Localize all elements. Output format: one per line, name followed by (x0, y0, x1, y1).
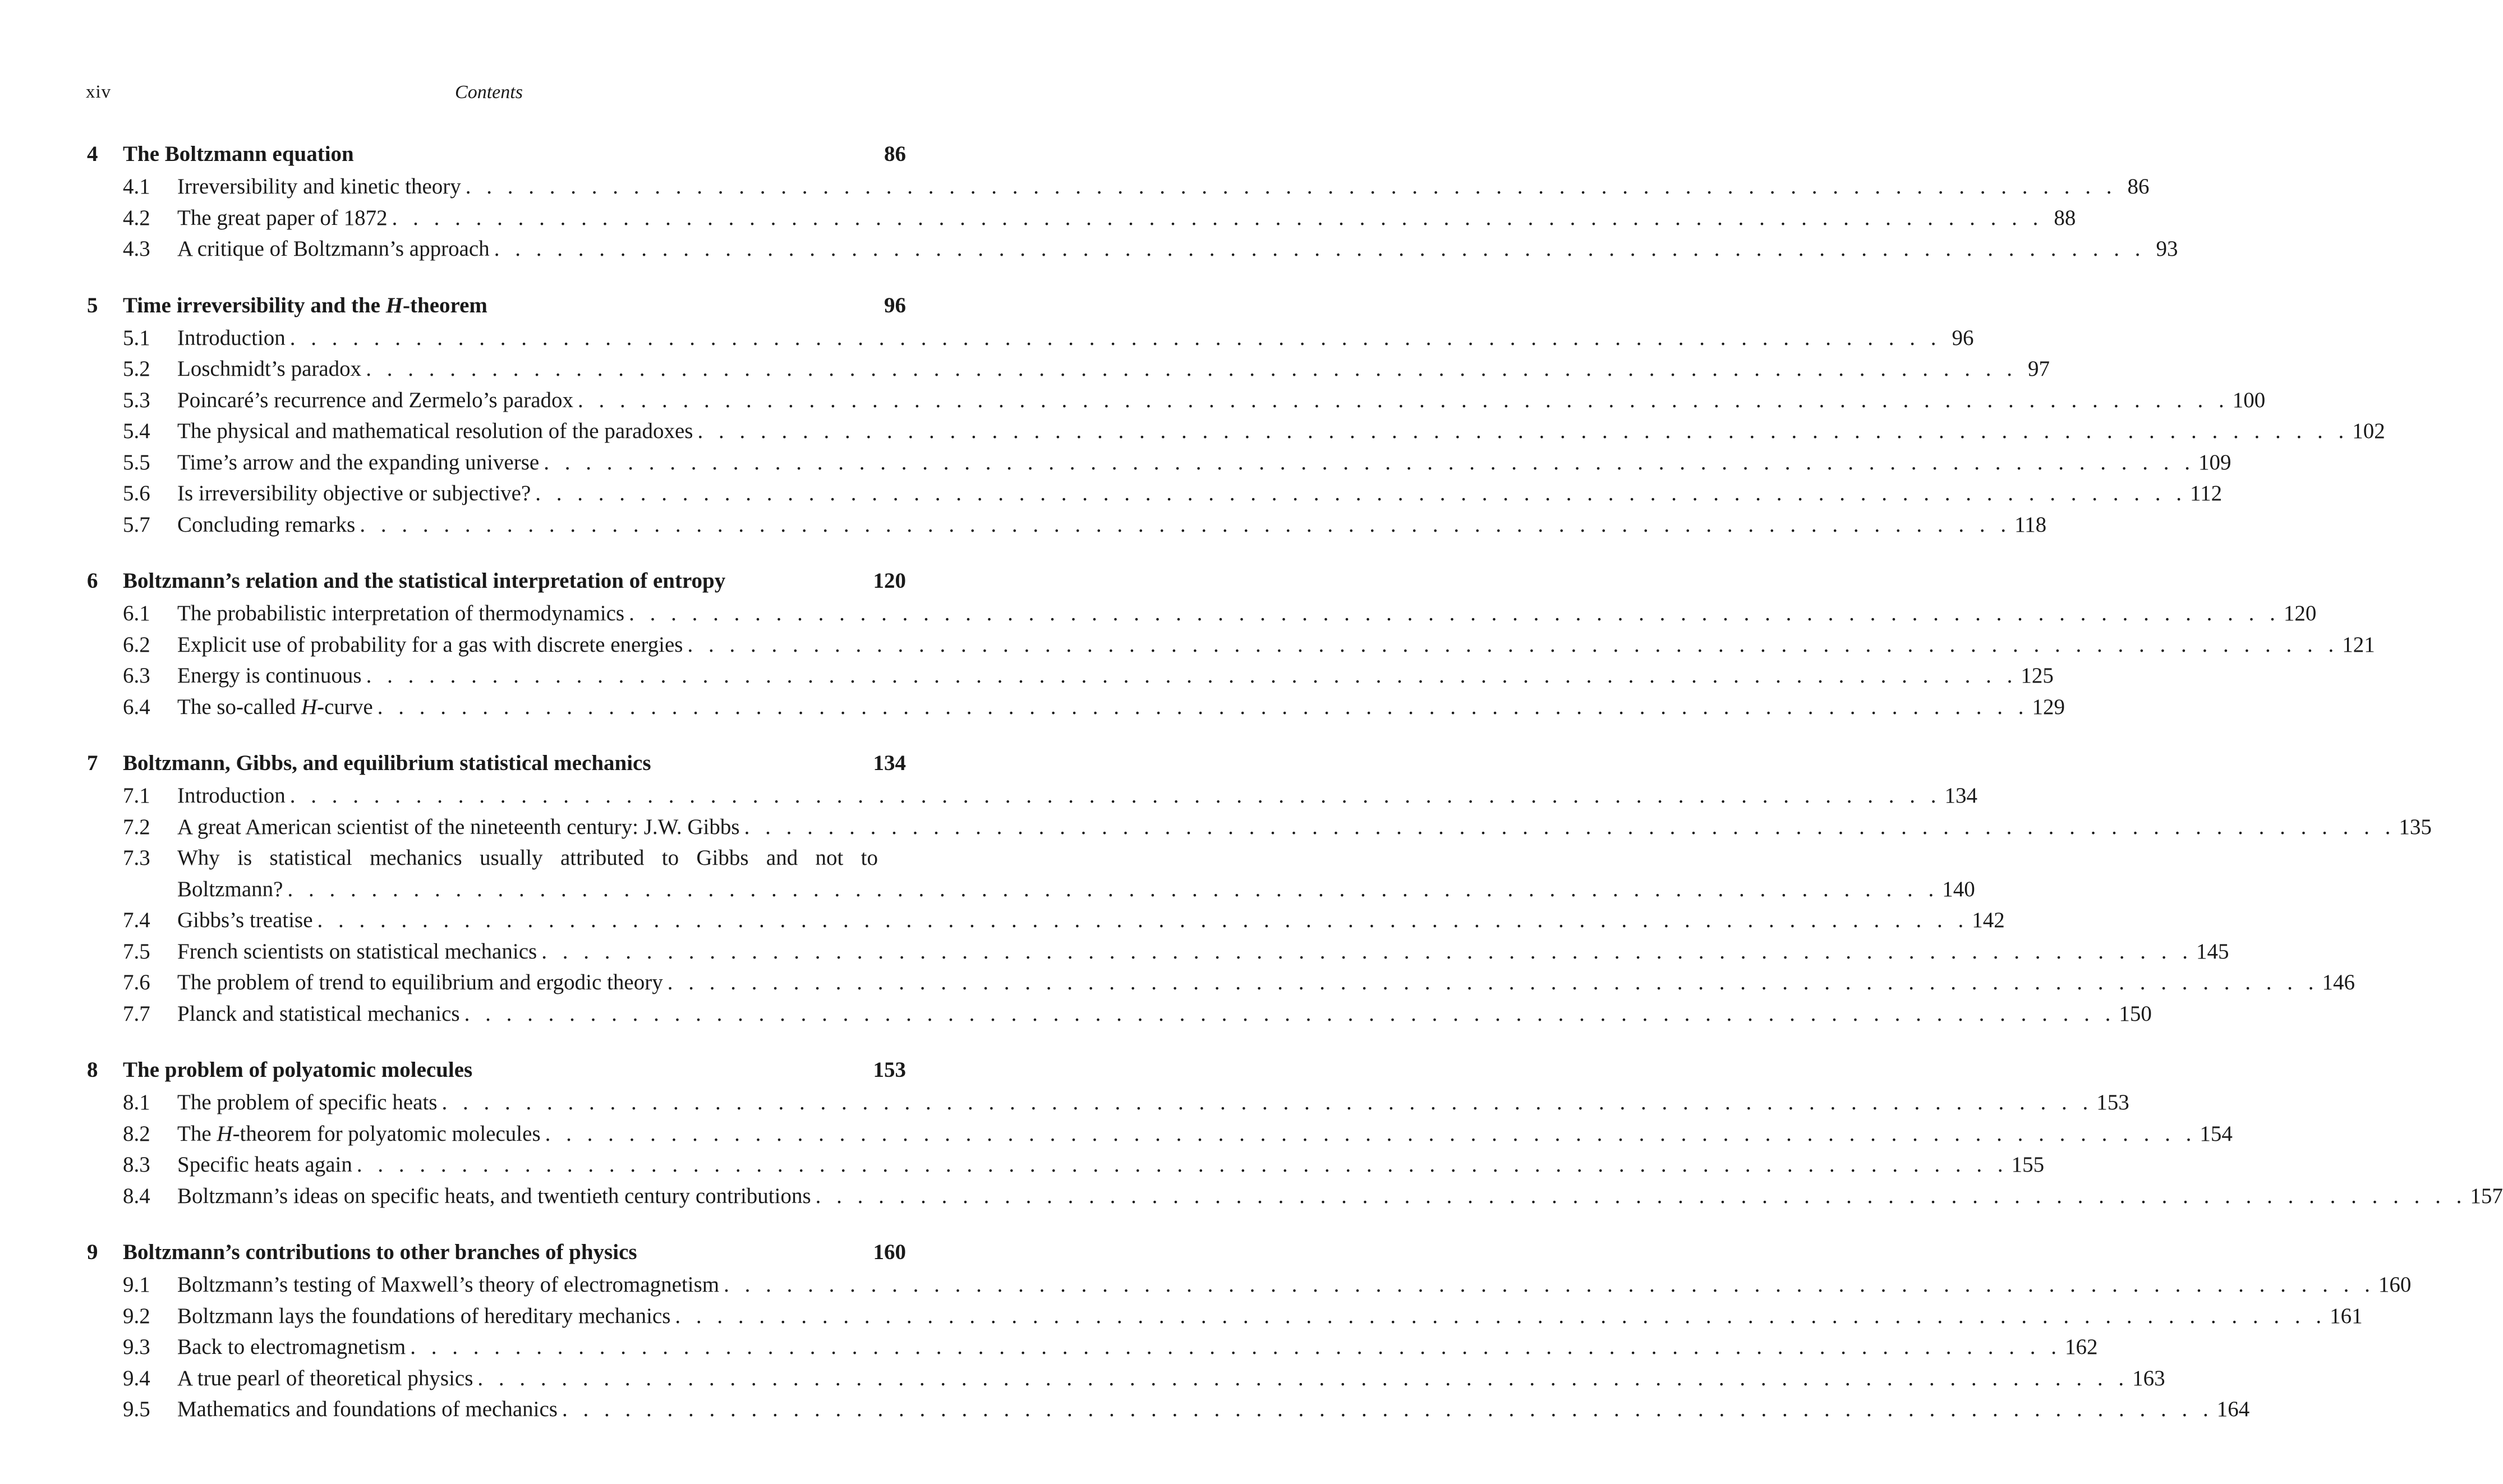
section-title: Introduction (177, 784, 286, 808)
chapter-heading[interactable] (87, 1053, 906, 1087)
running-title: Contents (455, 82, 523, 103)
section-title: Explicit use of probability for a gas with discrete energies (177, 632, 683, 657)
section-page: 140 (1942, 877, 1975, 901)
section-title-continued: Boltzmann? (177, 877, 283, 901)
section-title: Is irreversibility objective or subjective? (177, 481, 531, 505)
section-number: 6.4 (123, 694, 150, 719)
toc-entry[interactable] (123, 1149, 2045, 1181)
section-page: 125 (2021, 663, 2054, 688)
toc-entry[interactable] (123, 1118, 2233, 1150)
toc-entry[interactable] (123, 416, 2385, 447)
section-number: 9.5 (123, 1397, 150, 1421)
section-number: 9.2 (123, 1303, 150, 1328)
section-number: 5.7 (123, 512, 150, 537)
chapter-page: 86 (884, 142, 906, 166)
section-number: 6.3 (123, 663, 150, 688)
section-page: 96 (1952, 325, 1974, 350)
chapter-heading[interactable] (87, 564, 906, 598)
chapter-heading[interactable] (87, 137, 906, 171)
chapter-number: 8 (87, 1058, 98, 1082)
chapter-heading[interactable] (87, 746, 906, 780)
section-title-part: The (177, 1121, 217, 1146)
chapter-9 (87, 1236, 2412, 1425)
toc-entry[interactable] (123, 1181, 2503, 1212)
section-page: 146 (2322, 970, 2355, 994)
page-header (0, 82, 978, 110)
toc-entry[interactable] (123, 998, 2152, 1030)
toc-entry[interactable] (123, 233, 2178, 265)
leader-dots: . . . . . . . . . . . . . . . . . . . . . . . . . . . . . . . . . . . . . . . . . . . . . . . . . . . . . . . . . . . . . . . . . . . . . . . . . . . . . . . (541, 939, 2193, 964)
section-number: 8.1 (123, 1090, 150, 1114)
chapter-heading[interactable] (87, 289, 906, 322)
chapter-title: Boltzmann’s relation and the statistical interpretation of entropy (123, 569, 726, 593)
section-page: 121 (2342, 632, 2375, 657)
leader-dots: . . . . . . . . . . . . . . . . . . . . . . . . . . . . . . . . . . . . . . . . . . . . . . . . . . . . . . . . . . . . . . . . . . . . . . . . . . . . . . . (289, 784, 1941, 808)
toc-entry[interactable] (123, 447, 2231, 478)
chapter-number: 5 (87, 293, 98, 317)
toc-entry[interactable] (123, 353, 2050, 385)
section-page: 150 (2119, 1001, 2152, 1026)
chapter-page: 120 (873, 569, 906, 593)
section-title: Irreversibility and kinetic theory (177, 174, 461, 199)
section-title (177, 1118, 541, 1150)
chapter-5 (87, 289, 2385, 541)
section-number: 7.4 (123, 908, 150, 932)
leader-dots: . . . . . . . . . . . . . . . . . . . . . . . . . . . . . . . . . . . . . . . . . . . . . . . . . . . . . . . . . . . . . . . . . . . . . . . . . . . . . . . (544, 450, 2195, 474)
section-title: A true pearl of theoretical physics (177, 1366, 473, 1390)
section-title-part: -curve (317, 694, 373, 719)
leader-dots: . . . . . . . . . . . . . . . . . . . . . . . . . . . . . . . . . . . . . . . . . . . . . . . . . . . . . . . . . . . . . . . . . . . . . . . . . . . . . . . (535, 481, 2187, 505)
leader-dots: . . . . . . . . . . . . . . . . . . . . . . . . . . . . . . . . . . . . . . . . . . . . . . . . . . . . . . . . . . . . . . . . . . . . . . . . . . . . . . . (356, 1153, 2008, 1177)
toc-entry[interactable] (123, 171, 2150, 202)
section-number: 5.4 (123, 419, 150, 443)
leader-dots: . . . . . . . . . . . . . . . . . . . . . . . . . . . . . . . . . . . . . . . . . . . . . . . . . . . . . . . . . . . . . . . . . . . . . . . . . . . . . . . (287, 877, 1939, 901)
section-number: 7.2 (123, 814, 150, 839)
section-title: Why is statistical mechanics usually attributed to Gibbs and not to (177, 846, 878, 870)
section-title: The problem of trend to equilibrium and ergodic theory (177, 970, 663, 994)
table-of-contents (87, 137, 2503, 1449)
section-page: 157 (2470, 1183, 2503, 1208)
chapter-number: 4 (87, 142, 98, 166)
chapter-6 (87, 564, 2375, 722)
section-page: 100 (2232, 388, 2266, 412)
leader-dots: . . . . . . . . . . . . . . . . . . . . . . . . . . . . . . . . . . . . . . . . . . . . . . . . . . . . . . . . . . . . . . . . . . . . . . . . . . . . . . . (697, 419, 2349, 443)
section-page: 129 (2032, 694, 2065, 719)
section-page: 160 (2378, 1273, 2412, 1297)
leader-dots: . . . . . . . . . . . . . . . . . . . . . . . . . . . . . . . . . . . . . . . . . . . . . . . . . . . . . . . . . . . . . . . . . . . . . . . . . . . . . . . (578, 388, 2229, 412)
toc-entry[interactable] (123, 1363, 2165, 1394)
chapter-title-part: -theorem (403, 293, 487, 317)
toc-entry[interactable] (123, 692, 2065, 723)
leader-dots: . . . . . . . . . . . . . . . . . . . . . . . . . . . . . . . . . . . . . . . . . . . . . . . . . . . . . . . . . . . . . . . . . . . . . . . . . . . . . . . (629, 601, 2280, 625)
section-title-part: -theorem for polyatomic molecules (232, 1121, 541, 1146)
toc-entry[interactable] (123, 385, 2266, 416)
section-title (177, 692, 373, 723)
section-title-part: The so-called (177, 694, 301, 719)
section-page: 88 (2054, 205, 2076, 230)
leader-dots: . . . . . . . . . . . . . . . . . . . . . . . . . . . . . . . . . . . . . . . . . . . . . . . . . . . . . . . . . . . . . . . . . . . . . . . . . . . . . . . (724, 1273, 2375, 1297)
toc-entry[interactable] (123, 509, 2047, 541)
section-title: Introduction (177, 325, 286, 350)
section-number: 5.6 (123, 481, 150, 505)
chapter-page: 134 (873, 751, 906, 775)
section-title: Concluding remarks (177, 512, 356, 537)
section-number: 6.2 (123, 632, 150, 657)
leader-dots: . . . . . . . . . . . . . . . . . . . . . . . . . . . . . . . . . . . . . . . . . . . . . . . . . . . . . . . . . . . . . . . . . . . . . . . . . . . . . . . (289, 325, 1941, 350)
section-page: 109 (2198, 450, 2231, 474)
section-page: 162 (2064, 1335, 2098, 1359)
chapter-title (123, 289, 884, 322)
section-title: The probabilistic interpretation of thermodynamics (177, 601, 625, 625)
section-number: 5.2 (123, 357, 150, 381)
leader-dots: . . . . . . . . . . . . . . . . . . . . . . . . . . . . . . . . . . . . . . . . . . . . . . . . . . . . . . . . . . . . . . . . . . . . . . . . . . . . . . . (667, 970, 2319, 994)
toc-entry[interactable] (123, 812, 2432, 843)
toc-entry[interactable] (123, 967, 2355, 998)
section-page: 97 (2027, 357, 2050, 381)
leader-dots: . . . . . . . . . . . . . . . . . . . . . . . . . . . . . . . . . . . . . . . . . . . . . . . . . . . . . . . . . . . . . . . . . . . . . . . . . . . . . . . (377, 694, 2029, 719)
section-page: 118 (2014, 512, 2047, 537)
section-page: 112 (2190, 481, 2223, 505)
section-page: 135 (2399, 814, 2432, 839)
section-title: The physical and mathematical resolution of the paradoxes (177, 419, 693, 443)
leader-dots: . . . . . . . . . . . . . . . . . . . . . . . . . . . . . . . . . . . . . . . . . . . . . . . . . . . . . . . . . . . . . . . . . . . . . . . . . . . . . . . (494, 237, 2146, 261)
toc-entry[interactable] (123, 1301, 2363, 1332)
section-number: 7.7 (123, 1001, 150, 1026)
section-title: Boltzmann’s ideas on specific heats, and twentieth century contributions (177, 1183, 811, 1208)
section-number: 5.3 (123, 388, 150, 412)
section-page: 142 (1972, 908, 2005, 932)
section-title: Back to electromagnetism (177, 1335, 406, 1359)
leader-dots: . . . . . . . . . . . . . . . . . . . . . . . . . . . . . . . . . . . . . . . . . . . . . . . . . . . . . . . . . . . . . . . . . . . . . . . . . . . . . . . (410, 1335, 2062, 1359)
section-title: A great American scientist of the nineteenth century: J.W. Gibbs (177, 814, 740, 839)
section-number: 6.1 (123, 601, 150, 625)
section-title-italic: H (301, 694, 318, 719)
section-page: 120 (2283, 601, 2317, 625)
toc-entry[interactable] (123, 629, 2375, 661)
section-number: 7.1 (123, 784, 150, 808)
section-page: 163 (2132, 1366, 2165, 1390)
section-number: 7.5 (123, 939, 150, 964)
section-title: Time’s arrow and the expanding universe (177, 450, 540, 474)
toc-entry-wrapped[interactable] (123, 842, 1975, 905)
leader-dots: . . . . . . . . . . . . . . . . . . . . . . . . . . . . . . . . . . . . . . . . . . . . . . . . . . . . . . . . . . . . . . . . . . . . . . . . . . . . . . . (687, 632, 2339, 657)
chapter-page: 96 (884, 293, 906, 317)
chapter-8 (87, 1053, 2503, 1211)
toc-entry[interactable] (123, 1394, 2250, 1425)
chapter-title-part: Time irreversibility and the (123, 293, 386, 317)
section-number: 8.3 (123, 1153, 150, 1177)
chapter-title-italic: H (385, 293, 403, 317)
leader-dots: . . . . . . . . . . . . . . . . . . . . . . . . . . . . . . . . . . . . . . . . . . . . . . . . . . . . . . . . . . . . . . . . . . . . . . . . . . . . . . . (366, 357, 2017, 381)
section-page: 145 (2196, 939, 2229, 964)
section-number: 5.1 (123, 325, 150, 350)
section-number: 9.4 (123, 1366, 150, 1390)
toc-entry[interactable] (123, 1087, 2129, 1118)
section-number: 8.2 (123, 1121, 150, 1146)
section-page: 154 (2200, 1121, 2233, 1146)
leader-dots: . . . . . . . . . . . . . . . . . . . . . . . . . . . . . . . . . . . . . . . . . . . . . . . . . . . . . . . . . . . . . . . . . . . . . . . . . . . . . . . (317, 908, 1969, 932)
toc-entry-line (123, 842, 906, 874)
section-number: 4.2 (123, 205, 150, 230)
section-title: The great paper of 1872 (177, 205, 388, 230)
toc-entry[interactable] (123, 1269, 2412, 1301)
chapter-title: Boltzmann, Gibbs, and equilibrium statistical mechanics (123, 751, 651, 775)
chapter-4 (87, 137, 2178, 265)
section-number: 9.3 (123, 1335, 150, 1359)
section-page: 161 (2330, 1303, 2363, 1328)
section-number: 7.6 (123, 970, 150, 994)
toc-entry[interactable] (123, 598, 2317, 629)
toc-entry[interactable] (123, 202, 2076, 234)
section-page: 164 (2216, 1397, 2250, 1421)
section-page: 86 (2127, 174, 2150, 199)
toc-entry[interactable] (123, 322, 1974, 354)
chapter-page: 160 (873, 1240, 906, 1264)
leader-dots: . . . . . . . . . . . . . . . . . . . . . . . . . . . . . . . . . . . . . . . . . . . . . . . . . . . . . . . . . . . . . . . . . . . . . . . . . . . . . . . (562, 1397, 2214, 1421)
section-title: Energy is continuous (177, 663, 362, 688)
leader-dots: . . . . . . . . . . . . . . . . . . . . . . . . . . . . . . . . . . . . . . . . . . . . . . . . . . . . . . . . . . . . . . . . . . . . . . . . . . . . . . . (815, 1183, 2467, 1208)
section-title: Specific heats again (177, 1153, 352, 1177)
leader-dots: . . . . . . . . . . . . . . . . . . . . . . . . . . . . . . . . . . . . . . . . . . . . . . . . . . . . . . . . . . . . . . . . . . . . . . . . . . . . . . . (360, 512, 2012, 537)
leader-dots: . . . . . . . . . . . . . . . . . . . . . . . . . . . . . . . . . . . . . . . . . . . . . . . . . . . . . . . . . . . . . . . . . . . . . . . . . . . . . . . (465, 174, 2117, 199)
toc-entry[interactable] (123, 780, 1978, 812)
chapter-number: 6 (87, 569, 98, 593)
section-title: Boltzmann’s testing of Maxwell’s theory of electromagnetism (177, 1273, 720, 1297)
section-title: A critique of Boltzmann’s approach (177, 237, 490, 261)
section-title-italic: H (217, 1121, 233, 1146)
chapter-title: Boltzmann’s contributions to other branches of physics (123, 1240, 637, 1264)
section-title: French scientists on statistical mechanics (177, 939, 537, 964)
section-page: 102 (2352, 419, 2385, 443)
toc-entry[interactable] (123, 1331, 2098, 1363)
chapter-title: The Boltzmann equation (123, 142, 354, 166)
toc-entry[interactable] (123, 478, 2223, 509)
leader-dots: . . . . . . . . . . . . . . . . . . . . . . . . . . . . . . . . . . . . . . . . . . . . . . . . . . . . . . . . . . . . . . . . . . . . . . . . . . . . . . . (545, 1121, 2197, 1146)
toc-entry[interactable] (123, 936, 2229, 967)
section-title: Poincaré’s recurrence and Zermelo’s paradox (177, 388, 573, 412)
toc-entry[interactable] (123, 660, 2054, 692)
leader-dots: . . . . . . . . . . . . . . . . . . . . . . . . . . . . . . . . . . . . . . . . . . . . . . . . . . . . . . . . . . . . . . . . . . . . . . . . . . . . . . . (392, 205, 2044, 230)
section-number: 7.3 (123, 846, 150, 870)
toc-entry-line (177, 874, 1975, 905)
section-title: Mathematics and foundations of mechanics (177, 1397, 558, 1421)
section-page: 153 (2096, 1090, 2129, 1114)
section-number: 4.3 (123, 237, 150, 261)
leader-dots: . . . . . . . . . . . . . . . . . . . . . . . . . . . . . . . . . . . . . . . . . . . . . . . . . . . . . . . . . . . . . . . . . . . . . . . . . . . . . . . (441, 1090, 2093, 1114)
section-title: Gibbs’s treatise (177, 908, 313, 932)
section-number: 8.4 (123, 1183, 150, 1208)
leader-dots: . . . . . . . . . . . . . . . . . . . . . . . . . . . . . . . . . . . . . . . . . . . . . . . . . . . . . . . . . . . . . . . . . . . . . . . . . . . . . . . (477, 1366, 2129, 1390)
section-title: Planck and statistical mechanics (177, 1001, 460, 1026)
section-page: 134 (1944, 784, 1978, 808)
section-page: 93 (2156, 237, 2178, 261)
toc-entry[interactable] (123, 905, 2005, 936)
section-page: 155 (2011, 1153, 2045, 1177)
leader-dots: . . . . . . . . . . . . . . . . . . . . . . . . . . . . . . . . . . . . . . . . . . . . . . . . . . . . . . . . . . . . . . . . . . . . . . . . . . . . . . . (675, 1303, 2327, 1328)
chapter-7 (87, 746, 2432, 1029)
chapter-number: 7 (87, 751, 98, 775)
chapter-number: 9 (87, 1240, 98, 1264)
section-title: Boltzmann lays the foundations of hereditary mechanics (177, 1303, 671, 1328)
section-title: The problem of specific heats (177, 1090, 438, 1114)
leader-dots: . . . . . . . . . . . . . . . . . . . . . . . . . . . . . . . . . . . . . . . . . . . . . . . . . . . . . . . . . . . . . . . . . . . . . . . . . . . . . . . (464, 1001, 2116, 1026)
section-number: 4.1 (123, 174, 150, 199)
page-number: xiv (86, 82, 112, 102)
leader-dots: . . . . . . . . . . . . . . . . . . . . . . . . . . . . . . . . . . . . . . . . . . . . . . . . . . . . . . . . . . . . . . . . . . . . . . . . . . . . . . . (366, 663, 2018, 688)
section-title: Loschmidt’s paradox (177, 357, 362, 381)
chapter-page: 153 (873, 1058, 906, 1082)
chapter-heading[interactable] (87, 1236, 906, 1269)
chapter-title: The problem of polyatomic molecules (123, 1058, 473, 1082)
section-number: 5.5 (123, 450, 150, 474)
section-number: 9.1 (123, 1273, 150, 1297)
leader-dots: . . . . . . . . . . . . . . . . . . . . . . . . . . . . . . . . . . . . . . . . . . . . . . . . . . . . . . . . . . . . . . . . . . . . . . . . . . . . . . . (744, 814, 2396, 839)
